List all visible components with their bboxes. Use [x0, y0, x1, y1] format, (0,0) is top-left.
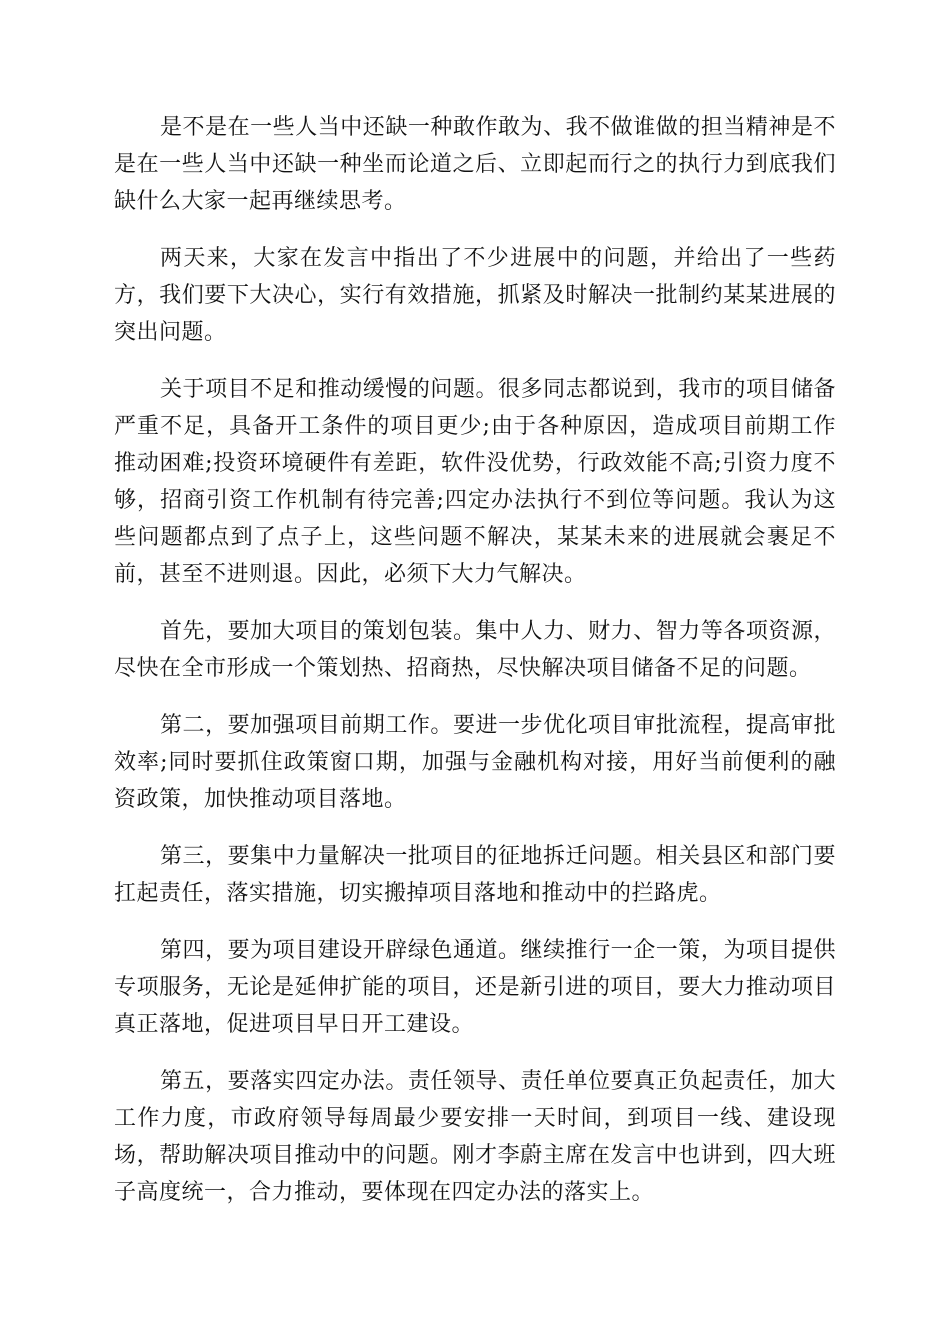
paragraph-1: 是不是在一些人当中还缺一种敢作敢为、我不做谁做的担当精神是不是在一些人当中还缺一种坐而论道之后、立即起而行之的执行力到底我们缺什么大家一起再继续思考。 [114, 115, 836, 214]
paragraph-4: 首先，要加大项目的策划包装。集中人力、财力、智力等各项资源，尽快在全市形成一个策划热、招商热，尽快解决项目储备不足的问题。 [114, 619, 836, 681]
paragraph-8: 第五，要落实四定办法。责任领导、责任单位要真正负起责任，加大工作力度，市政府领导每周最少要安排一天时间，到项目一线、建设现场，帮助解决项目推动中的问题。刚才李蔚主席在发言中也讲到，四大班子高度统一，合力推动，要体现在四定办法的落实上。 [114, 1069, 836, 1205]
paragraph-5: 第二，要加强项目前期工作。要进一步优化项目审批流程，提高审批效率;同时要抓住政策窗口期，加强与金融机构对接，用好当前便利的融资政策，加快推动项目落地。 [114, 713, 836, 812]
paragraph-3: 关于项目不足和推动缓慢的问题。很多同志都说到，我市的项目储备严重不足，具备开工条件的项目更少;由于各种原因，造成项目前期工作推动困难;投资环境硬件有差距，软件没优势，行政效能不高;引资力度不够，招商引资工作机制有待完善;四定办法执行不到位等问题。我认为这些问题都点到了点子上，这些问题不解决，某某未来的进展就会裹足不前，甚至不进则退。因此，必须下大力气解决。 [114, 377, 836, 587]
document-body [114, 109, 836, 1231]
paragraph-2: 两天来，大家在发言中指出了不少进展中的问题，并给出了一些药方，我们要下大决心，实行有效措施，抓紧及时解决一批制约某某进展的突出问题。 [114, 246, 836, 345]
paragraph-6: 第三，要集中力量解决一批项目的征地拆迁问题。相关县区和部门要扛起责任，落实措施，切实搬掉项目落地和推动中的拦路虎。 [114, 844, 836, 906]
paragraph-7: 第四，要为项目建设开辟绿色通道。继续推行一企一策，为项目提供专项服务，无论是延伸扩能的项目，还是新引进的项目，要大力推动项目真正落地，促进项目早日开工建设。 [114, 938, 836, 1037]
